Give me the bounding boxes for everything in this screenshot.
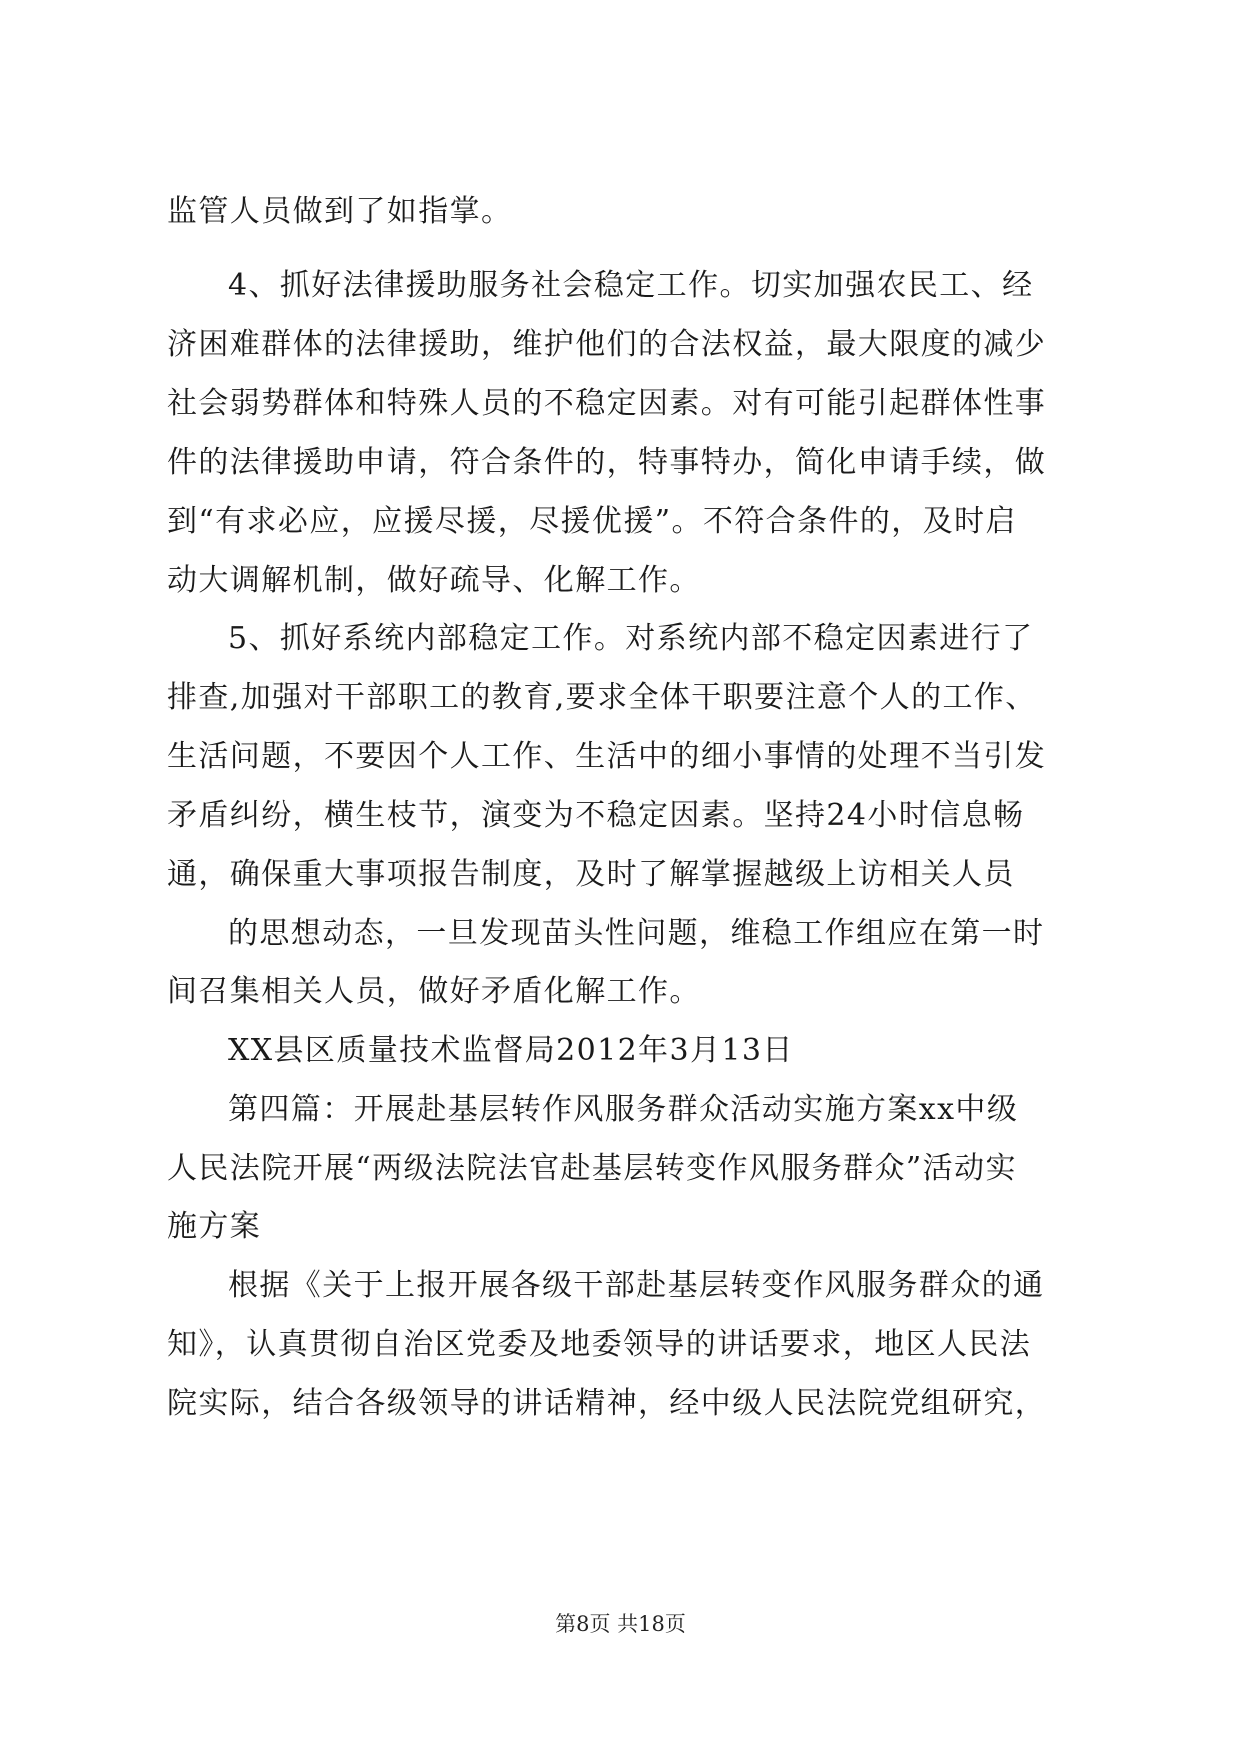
text-line-4: 社会弱势群体和特殊人员的不稳定因素。对有可能引起群体性事 [167, 386, 1047, 421]
text-line-20: 知》，认真贯彻自治区党委及地委领导的讲话要求，地区人民法 [167, 1327, 1032, 1362]
text-line-14: 间召集相关人员，做好矛盾化解工作。 [167, 974, 701, 1009]
text-line-10: 生活问题，不要因个人工作、生活中的细小事情的处理不当引发 [167, 739, 1047, 774]
text-line-21: 院实际，结合各级领导的讲话精神，经中级人民法院党组研究， [167, 1386, 1047, 1421]
text-line-15: XX县区质量技术监督局2012年3月13日 [228, 1033, 794, 1068]
text-line-9: 排查,加强对干部职工的教育,要求全体干职要注意个人的工作、 [167, 680, 1037, 715]
text-line-7: 动大调解机制，做好疏导、化解工作。 [167, 563, 701, 598]
text-line-12: 通，确保重大事项报告制度，及时了解掌握越级上访相关人员 [167, 857, 1015, 892]
text-line-19: 根据《关于上报开展各级干部赴基层转变作风服务群众的通 [228, 1268, 1045, 1303]
text-line-6: 到“有求必应，应援尽援，尽援优援”。不符合条件的，及时启 [167, 504, 1017, 539]
text-line-8: 5、抓好系统内部稳定工作。对系统内部不稳定因素进行了 [228, 621, 1034, 656]
text-line-3: 济困难群体的法律援助，维护他们的合法权益，最大限度的减少 [167, 327, 1047, 362]
text-line-16: 第四篇：开展赴基层转作风服务群众活动实施方案xx中级 [228, 1092, 1019, 1127]
page-footer: 第8页 共18页 [555, 1612, 686, 1636]
text-line-18: 施方案 [167, 1209, 262, 1244]
text-line-1: 监管人员做到了如指掌。 [167, 194, 513, 229]
text-line-5: 件的法律援助申请，符合条件的，特事特办，简化申请手续，做 [167, 445, 1047, 480]
text-line-2: 4、抓好法律援助服务社会稳定工作。切实加强农民工、经 [228, 268, 1034, 303]
text-line-17: 人民法院开展“两级法院法官赴基层转变作风服务群众”活动实 [167, 1151, 1017, 1186]
text-line-11: 矛盾纠纷，横生枝节，演变为不稳定因素。坚持24小时信息畅 [167, 798, 1025, 833]
text-line-13: 的思想动态，一旦发现苗头性问题，维稳工作组应在第一时 [228, 916, 1045, 951]
